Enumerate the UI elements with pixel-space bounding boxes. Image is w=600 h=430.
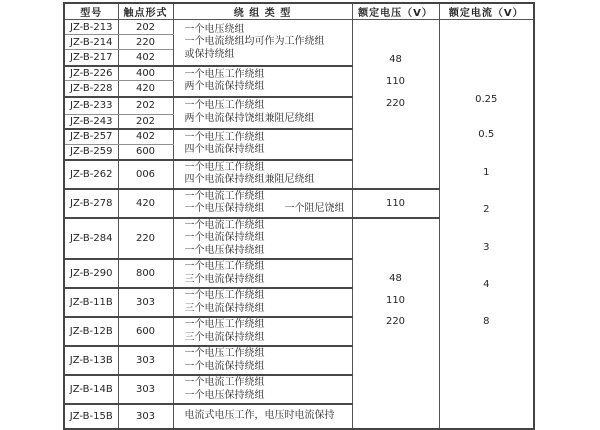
column-header-rated-current: 额定电流（V）	[439, 3, 534, 20]
winding-line: 一个电压工作绕组	[184, 348, 265, 359]
column-header-winding-type: 绕 组 类 型	[173, 3, 352, 20]
winding-line: 两个电流保持绕组	[184, 81, 265, 92]
table-row	[64, 20, 534, 35]
voltage-value: 48	[389, 54, 402, 65]
winding-line: 一个电流保持绕组	[184, 232, 265, 243]
winding-line: 一个电压工作绕组	[184, 68, 265, 80]
winding-line: 电流式电压工作，电压时电流保持	[184, 410, 335, 422]
model-cell: JZ-B-15B	[64, 404, 118, 429]
winding-line: 一个电流保持绕组	[184, 360, 265, 372]
contact-cell: 420	[118, 81, 173, 97]
current-value: 0.25	[475, 94, 498, 105]
contact-cell: 303	[118, 346, 173, 375]
contact-cell: 202	[118, 115, 173, 129]
model-cell: JZ-B-257	[64, 129, 118, 145]
model-cell: JZ-B-233	[64, 97, 118, 115]
winding-line: 一个电流工作绕组	[184, 377, 265, 388]
contact-cell: 220	[118, 218, 173, 260]
winding-line: 三个电流保持绕组	[184, 302, 265, 314]
contact-cell: 303	[118, 375, 173, 404]
winding-line: 四个电流保持绕组	[184, 144, 265, 155]
winding-line: 一个电压工作绕组	[184, 261, 265, 272]
rated-voltage-cell	[352, 20, 439, 189]
winding-line: 两个电流保持饶组兼阻尼绕组	[184, 112, 315, 124]
contact-cell: 303	[118, 288, 173, 317]
winding-cell	[173, 160, 352, 189]
contact-cell: 402	[118, 50, 173, 66]
contact-cell: 402	[118, 129, 173, 145]
voltage-value: 110	[385, 294, 406, 306]
model-cell: JZ-B-214	[64, 35, 118, 50]
model-cell: JZ-B-290	[64, 259, 118, 288]
rated-current-cell	[439, 20, 534, 430]
model-cell: JZ-B-226	[64, 66, 118, 81]
model-cell: JZ-B-12B	[64, 317, 118, 346]
model-cell: JZ-B-284	[64, 218, 118, 260]
rated-voltage-cell: 110	[352, 189, 439, 218]
model-cell: JZ-B-213	[64, 20, 118, 35]
winding-line: 一个电压工作绕组	[184, 319, 265, 330]
winding-line: 一个电流工作绕组	[184, 190, 265, 202]
winding-cell	[173, 66, 352, 97]
winding-line: 一个电压绕组	[184, 23, 245, 35]
contact-cell: 202	[118, 20, 173, 35]
winding-cell	[173, 218, 352, 260]
model-cell: JZ-B-243	[64, 115, 118, 129]
contact-cell: 303	[118, 404, 173, 429]
current-value: 3	[483, 242, 490, 253]
winding-cell	[173, 288, 352, 317]
winding-cell	[173, 189, 352, 218]
contact-cell: 420	[118, 189, 173, 218]
winding-line: 一个电流工作绕组	[184, 219, 265, 231]
winding-line: 一个电压工作绕组	[184, 100, 265, 111]
relay-spec-table	[63, 2, 535, 430]
current-value: 1	[483, 167, 490, 178]
winding-line: 一个电压工作绕组	[184, 131, 265, 143]
model-cell: JZ-B-262	[64, 160, 118, 189]
winding-line: 或保持绕组	[184, 48, 235, 60]
column-header-contact-form: 触点形式	[118, 3, 173, 20]
contact-cell: 006	[118, 160, 173, 189]
winding-line: 一个电压保持绕组 一个阻尼饶组	[184, 203, 345, 214]
winding-line: 四个电流保持绕组兼阻尼绕组	[184, 174, 315, 185]
model-cell: JZ-B-259	[64, 145, 118, 160]
winding-cell	[173, 346, 352, 375]
model-cell: JZ-B-217	[64, 50, 118, 66]
contact-cell: 600	[118, 145, 173, 160]
winding-cell	[173, 20, 352, 66]
contact-cell: 400	[118, 66, 173, 81]
winding-line: 一个电压工作绕组	[184, 161, 265, 173]
winding-line: 一个电压保持绕组	[184, 389, 265, 401]
winding-cell	[173, 97, 352, 129]
winding-cell	[173, 259, 352, 288]
winding-line: 三个电流保持绕组	[184, 273, 265, 285]
current-value: 8	[483, 316, 490, 327]
winding-line: 一个电流绕组均可作为工作绕组	[184, 36, 325, 47]
current-value: 4	[483, 279, 490, 290]
contact-cell: 220	[118, 35, 173, 50]
contact-cell: 800	[118, 259, 173, 288]
voltage-value: 220	[385, 315, 406, 327]
winding-line: 一个电压工作绕组	[184, 290, 265, 301]
winding-line: 三个电流保持绕组	[184, 331, 265, 343]
model-cell: JZ-B-13B	[64, 346, 118, 375]
contact-cell: 202	[118, 97, 173, 115]
winding-cell	[173, 404, 352, 429]
winding-cell	[173, 317, 352, 346]
winding-cell	[173, 129, 352, 160]
current-value: 2	[483, 204, 490, 215]
column-header-model: 型号	[64, 3, 118, 20]
model-cell: JZ-B-14B	[64, 375, 118, 404]
model-cell: JZ-B-278	[64, 189, 118, 218]
column-header-rated-voltage: 额定电压（V）	[352, 3, 439, 20]
voltage-value: 48	[389, 272, 402, 284]
rated-voltage-cell	[352, 218, 439, 430]
current-value: 0.5	[478, 129, 495, 140]
model-cell: JZ-B-11B	[64, 288, 118, 317]
winding-line: 一个电压保持绕组	[184, 244, 265, 256]
model-cell: JZ-B-228	[64, 81, 118, 97]
voltage-value: 220	[385, 98, 406, 109]
voltage-value: 110	[385, 76, 406, 87]
contact-cell: 600	[118, 317, 173, 346]
